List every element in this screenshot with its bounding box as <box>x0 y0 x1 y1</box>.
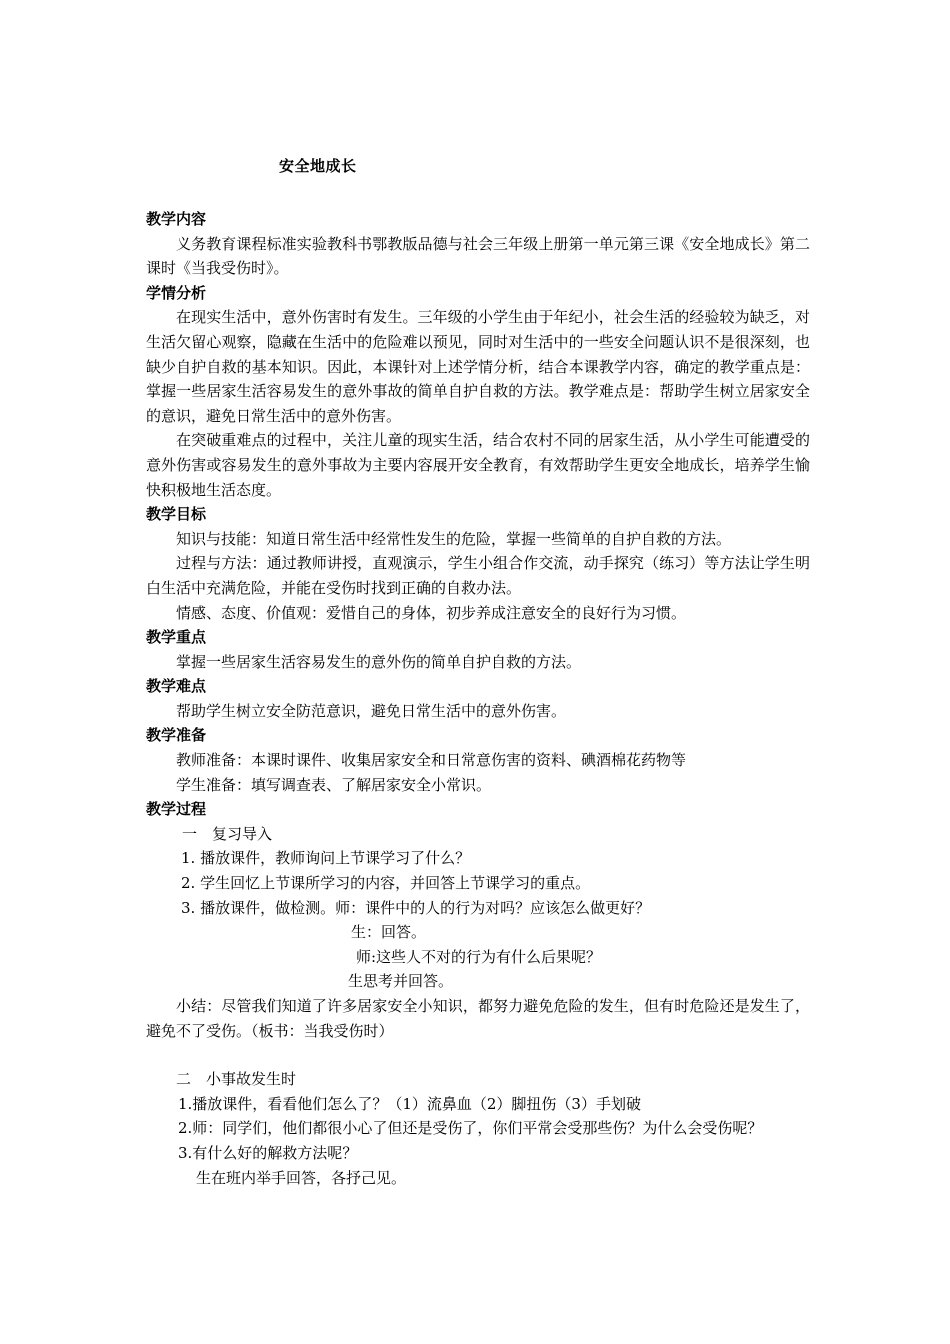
part1-step-1: 1. 播放课件，教师询问上节课学习了什么？ <box>181 849 471 868</box>
heading-analysis: 学情分析 <box>146 283 207 302</box>
goal-emotion: 情感、态度、价值观：爱惜自己的身体，初步养成注意安全的良好行为习惯。 <box>176 603 687 622</box>
goal-process: 过程与方法：通过教师讲授，直观演示，学生小组合作交流，动手探究（练习）等方法让学生明白生活中充满危险，并能在受伤时找到正确的自救办法。 <box>146 554 810 597</box>
document-body <box>146 207 810 1190</box>
dialog-student-answer: 生：回答。 <box>351 923 427 942</box>
paragraph-content: 义务教育课程标准实验教科书鄂教版品德与社会三年级上册第一单元第三课《安全地成长》第二课时《当我受伤时》。 <box>146 234 810 278</box>
paragraph-analysis-1: 在现实生活中，意外伤害时有发生。三年级的小学生由于年纪小，社会生活的经验较为缺乏，对生活欠留心观察，隐藏在生活中的危险难以预见，同时对生活中的一些安全问题认识不是很深刻，也缺少自护自救的基本知识。因此，本课针对上述学情分析，结合本课教学内容，确定的教学重点是：掌握一些居家生活容易发生的意外事故的简单自护自救的方法。教学难点是：帮助学生树立居家安全的意识，避免日常生活中的意外伤害。 <box>146 308 810 425</box>
part1-step-3: 3. 播放课件，做检测。师：课件中的人的行为对吗？应该怎么做更好？ <box>181 898 651 917</box>
part2-answer: 生在班内举手回答，各抒己见。 <box>196 1168 407 1187</box>
part2-step-1: 1.播放课件，看看他们怎么了？（1）流鼻血（2）脚扭伤（3）手划破 <box>178 1094 641 1113</box>
heading-preparation: 教学准备 <box>146 726 207 745</box>
summary: 小结：尽管我们知道了许多居家安全小知识，都努力避免危险的发生，但有时危险还是发生了，避免不了受伤。（板书：当我受伤时） <box>146 997 810 1040</box>
document-title: 安全地成长 <box>279 157 357 175</box>
paragraph-difficulty: 帮助学生树立安全防范意识，避免日常生活中的意外伤害。 <box>176 701 567 720</box>
dialog-teacher-question: 师:这些人不对的行为有什么后果呢？ <box>356 947 602 966</box>
part2-step-2: 2.师：同学们，他们都很小心了但还是受伤了，你们平常会受那些伤？为什么会受伤呢？ <box>178 1119 763 1138</box>
heading-content: 教学内容 <box>146 210 207 228</box>
dialog-student-think: 生思考并回答。 <box>348 972 454 991</box>
part2-step-3: 3.有什么好的解救方法呢？ <box>178 1143 358 1162</box>
part1-step-2: 2. 学生回忆上节课所学习的内容，并回答上节课学习的重点。 <box>181 874 591 893</box>
paragraph-analysis-2: 在突破重难点的过程中，关注儿童的现实生活，结合农村不同的居家生活，从小学生可能遭受的意外伤害或容易发生的意外事故为主要内容展开安全教育，有效帮助学生更安全地成长，培养学生愉快积极地生活态度。 <box>146 431 810 499</box>
goal-knowledge: 知识与技能：知道日常生活中经常性发生的危险，掌握一些简单的自护自救的方法。 <box>176 529 732 548</box>
part1-title: 一 复习导入 <box>182 824 273 843</box>
heading-key-point: 教学重点 <box>146 628 207 647</box>
heading-goals: 教学目标 <box>146 505 207 524</box>
heading-process: 教学过程 <box>146 800 207 819</box>
heading-difficulty: 教学难点 <box>146 677 207 696</box>
paragraph-key-point: 掌握一些居家生活容易发生的意外伤的简单自护自救的方法。 <box>176 652 582 671</box>
part2-title: 二 小事故发生时 <box>176 1070 297 1089</box>
prep-teacher: 教师准备：本课时课件、收集居家安全和日常意伤害的资料、碘酒棉花药物等 <box>176 751 687 770</box>
prep-student: 学生准备：填写调查表、了解居家安全小常识。 <box>176 775 492 794</box>
